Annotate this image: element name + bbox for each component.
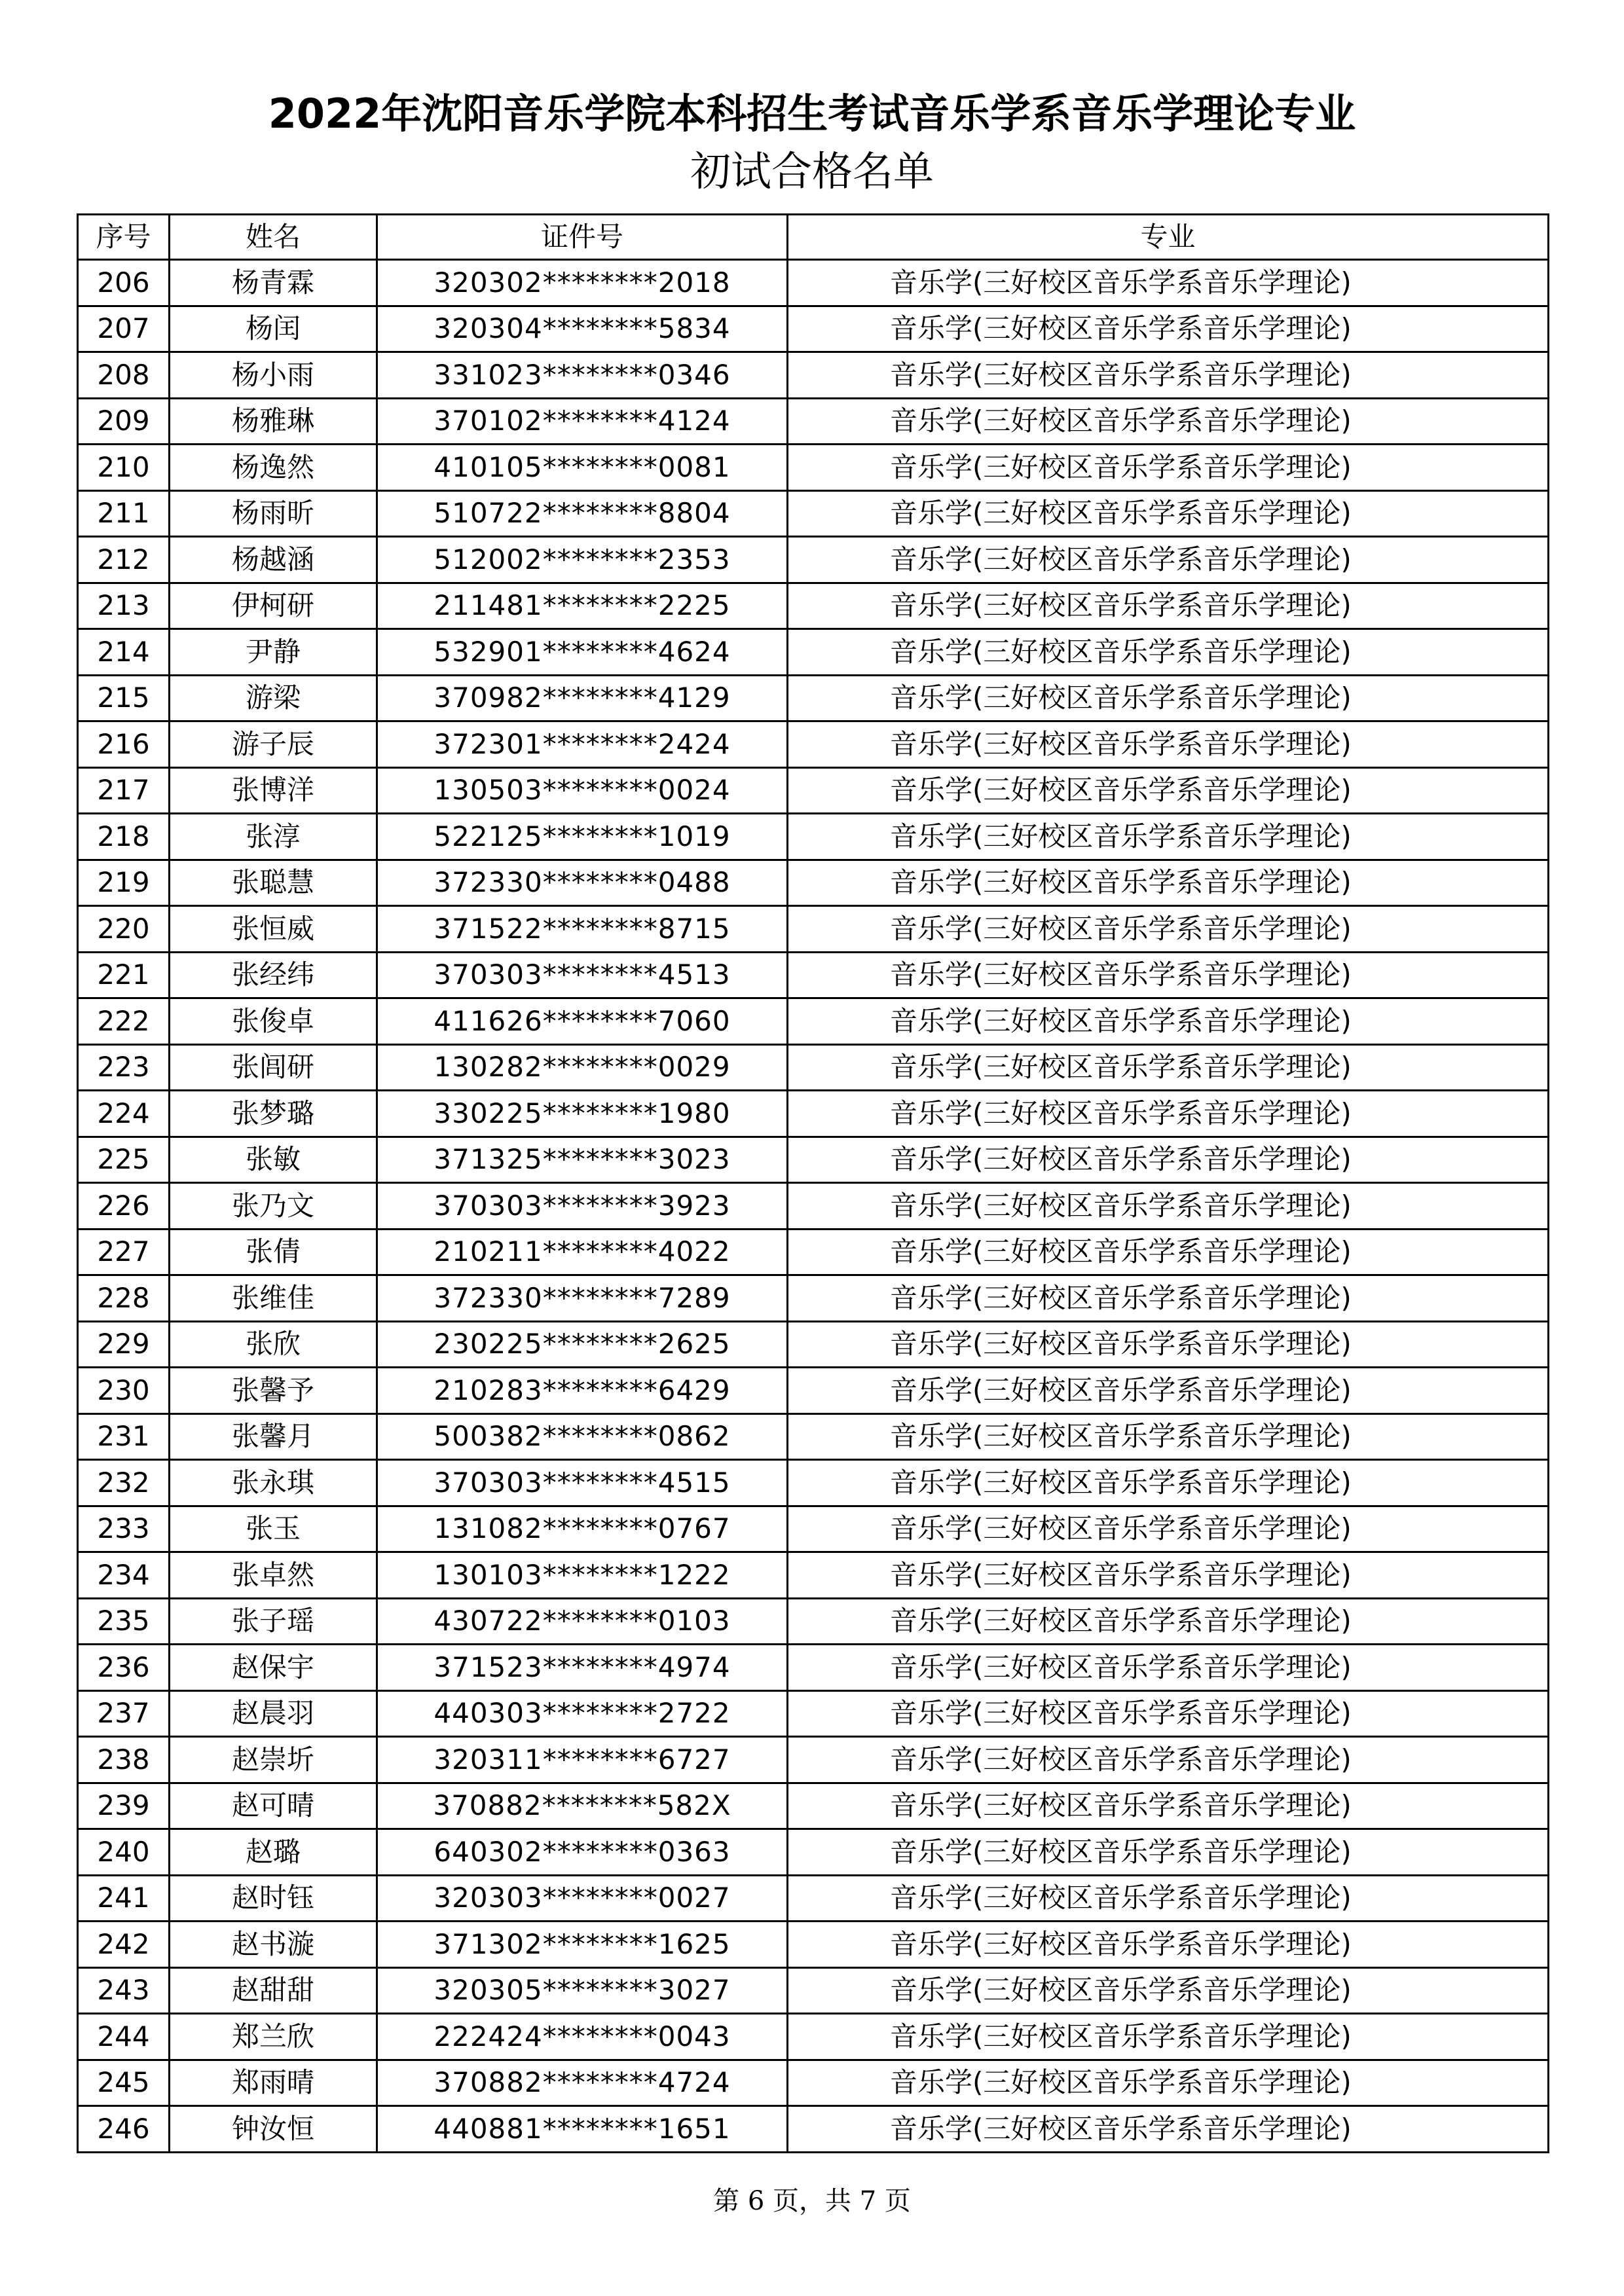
cell-serial-number: 221 — [78, 952, 170, 998]
cell-id-number: 331023********0346 — [377, 352, 788, 399]
cell-major: 音乐学(三好校区音乐学系音乐学理论) — [788, 306, 1549, 352]
cell-name: 赵时钰 — [170, 1875, 377, 1922]
cell-major: 音乐学(三好校区音乐学系音乐学理论) — [788, 1737, 1549, 1783]
table-row — [78, 952, 1549, 998]
table-row — [78, 1552, 1549, 1599]
cell-major: 音乐学(三好校区音乐学系音乐学理论) — [788, 260, 1549, 306]
table-row — [78, 1645, 1549, 1691]
cell-id-number: 532901********4624 — [377, 629, 788, 676]
table-row — [78, 445, 1549, 491]
cell-name: 张博洋 — [170, 767, 377, 814]
cell-id-number: 440881********1651 — [377, 2106, 788, 2153]
document-subtitle: 初试合格名单 — [690, 147, 934, 195]
cell-name: 张馨予 — [170, 1368, 377, 1414]
cell-id-number: 222424********0043 — [377, 2014, 788, 2060]
cell-id-number: 372330********0488 — [377, 860, 788, 906]
cell-serial-number: 213 — [78, 583, 170, 629]
header-id-number: 证件号 — [377, 215, 788, 260]
cell-name: 张卓然 — [170, 1552, 377, 1599]
table-row — [78, 1875, 1549, 1922]
cell-serial-number: 219 — [78, 860, 170, 906]
header-name: 姓名 — [170, 215, 377, 260]
cell-id-number: 131082********0767 — [377, 1506, 788, 1552]
cell-name: 赵保宇 — [170, 1645, 377, 1691]
cell-name: 杨越涵 — [170, 537, 377, 583]
cell-major: 音乐学(三好校区音乐学系音乐学理论) — [788, 675, 1549, 721]
cell-name: 钟汝恒 — [170, 2106, 377, 2153]
cell-name: 张乃文 — [170, 1183, 377, 1230]
cell-name: 杨雅琳 — [170, 398, 377, 445]
cell-major: 音乐学(三好校区音乐学系音乐学理论) — [788, 814, 1549, 860]
cell-id-number: 500382********0862 — [377, 1413, 788, 1460]
cell-major: 音乐学(三好校区音乐学系音乐学理论) — [788, 398, 1549, 445]
cell-name: 赵璐 — [170, 1829, 377, 1876]
table-row — [78, 1137, 1549, 1183]
cell-name: 伊柯研 — [170, 583, 377, 629]
cell-id-number: 320304********5834 — [377, 306, 788, 352]
cell-id-number: 512002********2353 — [377, 537, 788, 583]
cell-id-number: 320302********2018 — [377, 260, 788, 306]
cell-major: 音乐学(三好校区音乐学系音乐学理论) — [788, 1829, 1549, 1876]
cell-name: 杨逸然 — [170, 445, 377, 491]
cell-serial-number: 229 — [78, 1321, 170, 1368]
table-row — [78, 2014, 1549, 2060]
cell-major: 音乐学(三好校区音乐学系音乐学理论) — [788, 952, 1549, 998]
cell-serial-number: 209 — [78, 398, 170, 445]
table-row — [78, 583, 1549, 629]
cell-serial-number: 215 — [78, 675, 170, 721]
cell-name: 张聪慧 — [170, 860, 377, 906]
cell-major: 音乐学(三好校区音乐学系音乐学理论) — [788, 1044, 1549, 1091]
cell-major: 音乐学(三好校区音乐学系音乐学理论) — [788, 1967, 1549, 2014]
table-row — [78, 1044, 1549, 1091]
cell-major: 音乐学(三好校区音乐学系音乐学理论) — [788, 1922, 1549, 1968]
cell-name: 郑雨晴 — [170, 2060, 377, 2106]
cell-name: 杨小雨 — [170, 352, 377, 399]
cell-major: 音乐学(三好校区音乐学系音乐学理论) — [788, 1598, 1549, 1645]
cell-serial-number: 207 — [78, 306, 170, 352]
cell-major: 音乐学(三好校区音乐学系音乐学理论) — [788, 629, 1549, 676]
cell-serial-number: 220 — [78, 906, 170, 953]
cell-major: 音乐学(三好校区音乐学系音乐学理论) — [788, 1875, 1549, 1922]
table-row — [78, 2106, 1549, 2153]
cell-id-number: 370303********3923 — [377, 1183, 788, 1230]
cell-serial-number: 238 — [78, 1737, 170, 1783]
cell-serial-number: 211 — [78, 490, 170, 537]
cell-major: 音乐学(三好校区音乐学系音乐学理论) — [788, 721, 1549, 768]
cell-serial-number: 240 — [78, 1829, 170, 1876]
cell-major: 音乐学(三好校区音乐学系音乐学理论) — [788, 1229, 1549, 1275]
cell-major: 音乐学(三好校区音乐学系音乐学理论) — [788, 1783, 1549, 1829]
cell-name: 赵可晴 — [170, 1783, 377, 1829]
cell-name: 张梦璐 — [170, 1091, 377, 1137]
table-row — [78, 1368, 1549, 1414]
cell-id-number: 371302********1625 — [377, 1922, 788, 1968]
cell-major: 音乐学(三好校区音乐学系音乐学理论) — [788, 1645, 1549, 1691]
cell-serial-number: 206 — [78, 260, 170, 306]
cell-major: 音乐学(三好校区音乐学系音乐学理论) — [788, 1506, 1549, 1552]
cell-name: 张永琪 — [170, 1460, 377, 1506]
cell-name: 杨青霖 — [170, 260, 377, 306]
cell-id-number: 411626********7060 — [377, 998, 788, 1045]
cell-id-number: 372301********2424 — [377, 721, 788, 768]
cell-serial-number: 244 — [78, 2014, 170, 2060]
table-row — [78, 1460, 1549, 1506]
cell-id-number: 230225********2625 — [377, 1321, 788, 1368]
cell-name: 张敏 — [170, 1137, 377, 1183]
cell-serial-number: 242 — [78, 1922, 170, 1968]
cell-serial-number: 218 — [78, 814, 170, 860]
table-row — [78, 1737, 1549, 1783]
admission-list-table — [77, 213, 1549, 2153]
table-row — [78, 1783, 1549, 1829]
cell-id-number: 211481********2225 — [377, 583, 788, 629]
cell-serial-number: 233 — [78, 1506, 170, 1552]
cell-name: 张维佳 — [170, 1275, 377, 1322]
cell-major: 音乐学(三好校区音乐学系音乐学理论) — [788, 490, 1549, 537]
cell-serial-number: 212 — [78, 537, 170, 583]
cell-name: 张俊卓 — [170, 998, 377, 1045]
table-row — [78, 1967, 1549, 2014]
table-row — [78, 1413, 1549, 1460]
cell-name: 张淳 — [170, 814, 377, 860]
cell-serial-number: 223 — [78, 1044, 170, 1091]
cell-id-number: 440303********2722 — [377, 1690, 788, 1737]
table-row — [78, 1183, 1549, 1230]
cell-name: 赵崇圻 — [170, 1737, 377, 1783]
cell-major: 音乐学(三好校区音乐学系音乐学理论) — [788, 1091, 1549, 1137]
cell-id-number: 370882********4724 — [377, 2060, 788, 2106]
page-footer: 第 6 页，共 7 页 — [713, 2186, 911, 2216]
cell-id-number: 510722********8804 — [377, 490, 788, 537]
cell-major: 音乐学(三好校区音乐学系音乐学理论) — [788, 2014, 1549, 2060]
table-row — [78, 1091, 1549, 1137]
cell-serial-number: 210 — [78, 445, 170, 491]
cell-major: 音乐学(三好校区音乐学系音乐学理论) — [788, 1368, 1549, 1414]
cell-id-number: 130282********0029 — [377, 1044, 788, 1091]
cell-serial-number: 245 — [78, 2060, 170, 2106]
table-row — [78, 675, 1549, 721]
cell-major: 音乐学(三好校区音乐学系音乐学理论) — [788, 860, 1549, 906]
table-row — [78, 1506, 1549, 1552]
table-row — [78, 906, 1549, 953]
table-row — [78, 629, 1549, 676]
cell-id-number: 430722********0103 — [377, 1598, 788, 1645]
cell-major: 音乐学(三好校区音乐学系音乐学理论) — [788, 767, 1549, 814]
cell-name: 张玉 — [170, 1506, 377, 1552]
table-row — [78, 306, 1549, 352]
cell-id-number: 320311********6727 — [377, 1737, 788, 1783]
cell-serial-number: 228 — [78, 1275, 170, 1322]
table-row — [78, 1275, 1549, 1322]
document-title: 2022年沈阳音乐学院本科招生考试音乐学系音乐学理论专业 — [268, 90, 1356, 137]
cell-name: 张倩 — [170, 1229, 377, 1275]
table-row — [78, 1229, 1549, 1275]
cell-id-number: 370882********582X — [377, 1783, 788, 1829]
cell-id-number: 130503********0024 — [377, 767, 788, 814]
table-row — [78, 1829, 1549, 1876]
cell-serial-number: 208 — [78, 352, 170, 399]
cell-serial-number: 225 — [78, 1137, 170, 1183]
cell-major: 音乐学(三好校区音乐学系音乐学理论) — [788, 1183, 1549, 1230]
cell-name: 杨雨昕 — [170, 490, 377, 537]
cell-major: 音乐学(三好校区音乐学系音乐学理论) — [788, 1137, 1549, 1183]
table-header-row — [78, 215, 1549, 260]
table-row — [78, 2060, 1549, 2106]
cell-id-number: 371523********4974 — [377, 1645, 788, 1691]
cell-major: 音乐学(三好校区音乐学系音乐学理论) — [788, 2060, 1549, 2106]
cell-serial-number: 226 — [78, 1183, 170, 1230]
cell-name: 张馨月 — [170, 1413, 377, 1460]
cell-serial-number: 222 — [78, 998, 170, 1045]
cell-id-number: 410105********0081 — [377, 445, 788, 491]
cell-name: 张子瑶 — [170, 1598, 377, 1645]
cell-serial-number: 241 — [78, 1875, 170, 1922]
cell-major: 音乐学(三好校区音乐学系音乐学理论) — [788, 583, 1549, 629]
cell-serial-number: 235 — [78, 1598, 170, 1645]
cell-serial-number: 237 — [78, 1690, 170, 1737]
cell-name: 张恒威 — [170, 906, 377, 953]
cell-serial-number: 234 — [78, 1552, 170, 1599]
table-row — [78, 721, 1549, 768]
cell-name: 尹静 — [170, 629, 377, 676]
cell-serial-number: 216 — [78, 721, 170, 768]
cell-major: 音乐学(三好校区音乐学系音乐学理论) — [788, 1690, 1549, 1737]
cell-major: 音乐学(三好校区音乐学系音乐学理论) — [788, 352, 1549, 399]
cell-id-number: 130103********1222 — [377, 1552, 788, 1599]
cell-id-number: 210283********6429 — [377, 1368, 788, 1414]
cell-id-number: 522125********1019 — [377, 814, 788, 860]
cell-serial-number: 236 — [78, 1645, 170, 1691]
cell-serial-number: 224 — [78, 1091, 170, 1137]
cell-id-number: 640302********0363 — [377, 1829, 788, 1876]
cell-major: 音乐学(三好校区音乐学系音乐学理论) — [788, 1460, 1549, 1506]
cell-name: 张闾研 — [170, 1044, 377, 1091]
cell-name: 杨闰 — [170, 306, 377, 352]
table-row — [78, 1922, 1549, 1968]
table-row — [78, 260, 1549, 306]
cell-id-number: 370982********4129 — [377, 675, 788, 721]
cell-name: 郑兰欣 — [170, 2014, 377, 2060]
cell-major: 音乐学(三好校区音乐学系音乐学理论) — [788, 445, 1549, 491]
cell-major: 音乐学(三好校区音乐学系音乐学理论) — [788, 1552, 1549, 1599]
cell-name: 张欣 — [170, 1321, 377, 1368]
table-row — [78, 1690, 1549, 1737]
cell-name: 赵书漩 — [170, 1922, 377, 1968]
cell-major: 音乐学(三好校区音乐学系音乐学理论) — [788, 537, 1549, 583]
cell-id-number: 370102********4124 — [377, 398, 788, 445]
cell-serial-number: 232 — [78, 1460, 170, 1506]
cell-id-number: 371522********8715 — [377, 906, 788, 953]
cell-id-number: 371325********3023 — [377, 1137, 788, 1183]
table-row — [78, 1598, 1549, 1645]
cell-id-number: 370303********4513 — [377, 952, 788, 998]
table-row — [78, 537, 1549, 583]
cell-serial-number: 230 — [78, 1368, 170, 1414]
cell-serial-number: 227 — [78, 1229, 170, 1275]
cell-name: 张经纬 — [170, 952, 377, 998]
header-serial-number: 序号 — [78, 215, 170, 260]
table-row — [78, 1321, 1549, 1368]
cell-name: 赵甜甜 — [170, 1967, 377, 2014]
cell-name: 赵晨羽 — [170, 1690, 377, 1737]
cell-id-number: 210211********4022 — [377, 1229, 788, 1275]
cell-name: 游子辰 — [170, 721, 377, 768]
cell-id-number: 372330********7289 — [377, 1275, 788, 1322]
cell-serial-number: 239 — [78, 1783, 170, 1829]
table-row — [78, 814, 1549, 860]
table-row — [78, 352, 1549, 399]
cell-major: 音乐学(三好校区音乐学系音乐学理论) — [788, 906, 1549, 953]
table-row — [78, 490, 1549, 537]
cell-name: 游梁 — [170, 675, 377, 721]
cell-serial-number: 246 — [78, 2106, 170, 2153]
cell-id-number: 320305********3027 — [377, 1967, 788, 2014]
cell-major: 音乐学(三好校区音乐学系音乐学理论) — [788, 1321, 1549, 1368]
cell-serial-number: 214 — [78, 629, 170, 676]
cell-major: 音乐学(三好校区音乐学系音乐学理论) — [788, 998, 1549, 1045]
table-row — [78, 398, 1549, 445]
cell-major: 音乐学(三好校区音乐学系音乐学理论) — [788, 1275, 1549, 1322]
cell-id-number: 370303********4515 — [377, 1460, 788, 1506]
cell-serial-number: 243 — [78, 1967, 170, 2014]
cell-id-number: 320303********0027 — [377, 1875, 788, 1922]
cell-serial-number: 217 — [78, 767, 170, 814]
cell-serial-number: 231 — [78, 1413, 170, 1460]
header-major: 专业 — [788, 215, 1549, 260]
cell-major: 音乐学(三好校区音乐学系音乐学理论) — [788, 1413, 1549, 1460]
table-row — [78, 767, 1549, 814]
table-row — [78, 860, 1549, 906]
cell-id-number: 330225********1980 — [377, 1091, 788, 1137]
table-row — [78, 998, 1549, 1045]
cell-major: 音乐学(三好校区音乐学系音乐学理论) — [788, 2106, 1549, 2153]
